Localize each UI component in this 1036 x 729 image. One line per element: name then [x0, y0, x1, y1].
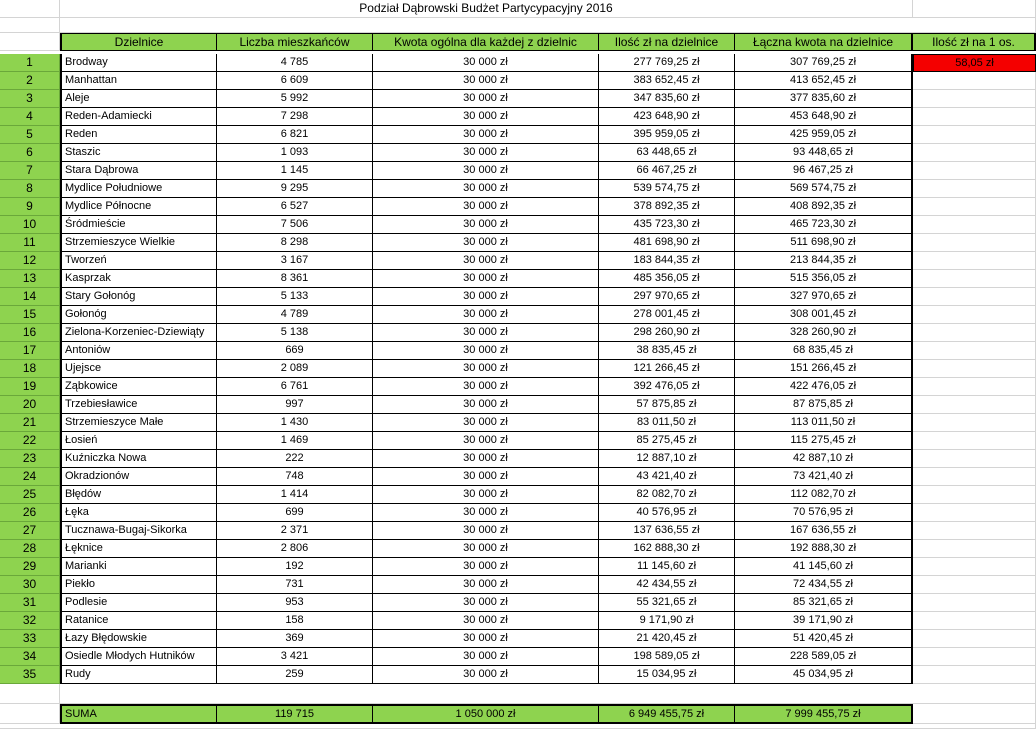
base-amount[interactable]: 30 000 zł	[373, 414, 599, 432]
district-amount[interactable]: 85 275,45 zł	[599, 432, 735, 450]
base-amount[interactable]: 30 000 zł	[373, 486, 599, 504]
row-number[interactable]: 12	[0, 252, 60, 270]
district-name[interactable]: Marianki	[60, 558, 217, 576]
population[interactable]: 1 145	[217, 162, 373, 180]
total-amount[interactable]: 151 266,45 zł	[735, 360, 913, 378]
population[interactable]: 4 785	[217, 54, 373, 72]
base-amount[interactable]: 30 000 zł	[373, 288, 599, 306]
district-name[interactable]: Reden	[60, 126, 217, 144]
base-amount[interactable]: 30 000 zł	[373, 450, 599, 468]
district-name[interactable]: Mydlice Południowe	[60, 180, 217, 198]
empty-cell[interactable]	[913, 450, 1036, 468]
base-amount[interactable]: 30 000 zł	[373, 270, 599, 288]
population[interactable]: 669	[217, 342, 373, 360]
total-amount[interactable]: 96 467,25 zł	[735, 162, 913, 180]
district-name[interactable]: Osiedle Młodych Hutników	[60, 648, 217, 666]
district-name[interactable]: Ząbkowice	[60, 378, 217, 396]
total-amount[interactable]: 68 835,45 zł	[735, 342, 913, 360]
total-amount[interactable]: 413 652,45 zł	[735, 72, 913, 90]
district-name[interactable]: Podlesie	[60, 594, 217, 612]
district-name[interactable]: Łęknice	[60, 540, 217, 558]
header-liczba-mieszkancow[interactable]: Liczba mieszkańców	[217, 33, 373, 51]
total-amount[interactable]: 87 875,85 zł	[735, 396, 913, 414]
base-amount[interactable]: 30 000 zł	[373, 540, 599, 558]
empty-cell[interactable]	[0, 684, 60, 704]
district-name[interactable]: Stary Gołonóg	[60, 288, 217, 306]
row-number[interactable]: 35	[0, 666, 60, 684]
base-amount[interactable]: 30 000 zł	[373, 360, 599, 378]
total-amount[interactable]: 51 420,45 zł	[735, 630, 913, 648]
total-amount[interactable]: 72 434,55 zł	[735, 576, 913, 594]
population[interactable]: 2 371	[217, 522, 373, 540]
district-name[interactable]: Śródmieście	[60, 216, 217, 234]
district-amount[interactable]: 297 970,65 zł	[599, 288, 735, 306]
header-kwota-ogolna[interactable]: Kwota ogólna dla każdej z dzielnic	[373, 33, 599, 51]
district-amount[interactable]: 298 260,90 zł	[599, 324, 735, 342]
district-amount[interactable]: 63 448,65 zł	[599, 144, 735, 162]
row-number[interactable]: 28	[0, 540, 60, 558]
district-name[interactable]: Strzemieszyce Wielkie	[60, 234, 217, 252]
empty-cell[interactable]	[913, 216, 1036, 234]
base-amount[interactable]: 30 000 zł	[373, 126, 599, 144]
population[interactable]: 8 298	[217, 234, 373, 252]
population[interactable]: 4 789	[217, 306, 373, 324]
row-number[interactable]: 17	[0, 342, 60, 360]
total-amount[interactable]: 73 421,40 zł	[735, 468, 913, 486]
empty-cell[interactable]	[913, 108, 1036, 126]
base-amount[interactable]: 30 000 zł	[373, 198, 599, 216]
district-amount[interactable]: 21 420,45 zł	[599, 630, 735, 648]
district-name[interactable]: Antoniów	[60, 342, 217, 360]
population[interactable]: 731	[217, 576, 373, 594]
district-amount[interactable]: 82 082,70 zł	[599, 486, 735, 504]
empty-cell[interactable]	[913, 360, 1036, 378]
district-amount[interactable]: 57 875,85 zł	[599, 396, 735, 414]
population[interactable]: 2 089	[217, 360, 373, 378]
base-amount[interactable]: 30 000 zł	[373, 306, 599, 324]
row-number[interactable]: 22	[0, 432, 60, 450]
base-amount[interactable]: 30 000 zł	[373, 342, 599, 360]
total-amount[interactable]: 515 356,05 zł	[735, 270, 913, 288]
empty-cell[interactable]	[913, 324, 1036, 342]
empty-cell[interactable]	[913, 414, 1036, 432]
total-amount[interactable]: 70 576,95 zł	[735, 504, 913, 522]
total-amount[interactable]: 465 723,30 zł	[735, 216, 913, 234]
empty-cell[interactable]	[60, 18, 1036, 33]
district-amount[interactable]: 347 835,60 zł	[599, 90, 735, 108]
empty-cell[interactable]	[913, 558, 1036, 576]
total-amount[interactable]: 42 887,10 zł	[735, 450, 913, 468]
row-number[interactable]: 21	[0, 414, 60, 432]
population[interactable]: 6 527	[217, 198, 373, 216]
row-number[interactable]: 18	[0, 360, 60, 378]
total-amount[interactable]: 425 959,05 zł	[735, 126, 913, 144]
district-amount[interactable]: 55 321,65 zł	[599, 594, 735, 612]
base-amount[interactable]: 30 000 zł	[373, 612, 599, 630]
district-name[interactable]: Stara Dąbrowa	[60, 162, 217, 180]
total-amount[interactable]: 569 574,75 zł	[735, 180, 913, 198]
district-name[interactable]: Staszic	[60, 144, 217, 162]
total-amount[interactable]: 453 648,90 zł	[735, 108, 913, 126]
district-amount[interactable]: 183 844,35 zł	[599, 252, 735, 270]
population[interactable]: 8 361	[217, 270, 373, 288]
district-amount[interactable]: 378 892,35 zł	[599, 198, 735, 216]
empty-cell[interactable]	[913, 648, 1036, 666]
row-number[interactable]: 3	[0, 90, 60, 108]
district-name[interactable]: Kuźniczka Nowa	[60, 450, 217, 468]
total-amount[interactable]: 327 970,65 zł	[735, 288, 913, 306]
row-number[interactable]: 20	[0, 396, 60, 414]
empty-cell[interactable]	[913, 486, 1036, 504]
empty-cell[interactable]	[0, 724, 1036, 729]
base-amount[interactable]: 30 000 zł	[373, 108, 599, 126]
population[interactable]: 5 133	[217, 288, 373, 306]
row-number[interactable]: 13	[0, 270, 60, 288]
row-number[interactable]: 24	[0, 468, 60, 486]
district-name[interactable]: Łęka	[60, 504, 217, 522]
district-amount[interactable]: 42 434,55 zł	[599, 576, 735, 594]
district-name[interactable]: Trzebiesławice	[60, 396, 217, 414]
district-amount[interactable]: 485 356,05 zł	[599, 270, 735, 288]
empty-cell[interactable]	[913, 576, 1036, 594]
row-number[interactable]: 16	[0, 324, 60, 342]
population[interactable]: 953	[217, 594, 373, 612]
district-name[interactable]: Ujejsce	[60, 360, 217, 378]
total-amount[interactable]: 115 275,45 zł	[735, 432, 913, 450]
empty-cell[interactable]	[913, 522, 1036, 540]
per-person-value[interactable]: 58,05 zł	[913, 54, 1036, 72]
district-amount[interactable]: 162 888,30 zł	[599, 540, 735, 558]
base-amount[interactable]: 30 000 zł	[373, 594, 599, 612]
district-name[interactable]: Kasprzak	[60, 270, 217, 288]
base-amount[interactable]: 30 000 zł	[373, 432, 599, 450]
row-number[interactable]: 2	[0, 72, 60, 90]
total-amount[interactable]: 213 844,35 zł	[735, 252, 913, 270]
district-amount[interactable]: 423 648,90 zł	[599, 108, 735, 126]
district-amount[interactable]: 15 034,95 zł	[599, 666, 735, 684]
base-amount[interactable]: 30 000 zł	[373, 144, 599, 162]
district-name[interactable]: Zielona-Korzeniec-Dziewiąty	[60, 324, 217, 342]
empty-cell[interactable]	[0, 33, 60, 51]
population[interactable]: 259	[217, 666, 373, 684]
population[interactable]: 7 298	[217, 108, 373, 126]
population[interactable]: 1 469	[217, 432, 373, 450]
population[interactable]: 6 609	[217, 72, 373, 90]
population[interactable]: 1 414	[217, 486, 373, 504]
row-number[interactable]: 33	[0, 630, 60, 648]
district-amount[interactable]: 83 011,50 zł	[599, 414, 735, 432]
district-amount[interactable]: 38 835,45 zł	[599, 342, 735, 360]
total-amount[interactable]: 408 892,35 zł	[735, 198, 913, 216]
population[interactable]: 699	[217, 504, 373, 522]
base-amount[interactable]: 30 000 zł	[373, 234, 599, 252]
suma-label[interactable]: SUMA	[60, 704, 217, 724]
base-amount[interactable]: 30 000 zł	[373, 504, 599, 522]
row-number[interactable]: 23	[0, 450, 60, 468]
empty-cell[interactable]	[913, 504, 1036, 522]
empty-cell[interactable]	[913, 144, 1036, 162]
header-ilosc-zl[interactable]: Ilość zł na dzielnice	[599, 33, 735, 51]
base-amount[interactable]: 30 000 zł	[373, 72, 599, 90]
empty-cell[interactable]	[913, 468, 1036, 486]
total-amount[interactable]: 39 171,90 zł	[735, 612, 913, 630]
population[interactable]: 192	[217, 558, 373, 576]
population[interactable]: 1 430	[217, 414, 373, 432]
row-number[interactable]: 5	[0, 126, 60, 144]
total-amount[interactable]: 422 476,05 zł	[735, 378, 913, 396]
district-name[interactable]: Rudy	[60, 666, 217, 684]
total-amount[interactable]: 41 145,60 zł	[735, 558, 913, 576]
empty-cell[interactable]	[913, 180, 1036, 198]
district-name[interactable]: Reden-Adamiecki	[60, 108, 217, 126]
total-amount[interactable]: 307 769,25 zł	[735, 54, 913, 72]
base-amount[interactable]: 30 000 zł	[373, 90, 599, 108]
total-amount[interactable]: 328 260,90 zł	[735, 324, 913, 342]
empty-cell[interactable]	[0, 0, 60, 18]
district-name[interactable]: Brodway	[60, 54, 217, 72]
base-amount[interactable]: 30 000 zł	[373, 216, 599, 234]
row-number[interactable]: 1	[0, 54, 60, 72]
district-name[interactable]: Manhattan	[60, 72, 217, 90]
total-amount[interactable]: 45 034,95 zł	[735, 666, 913, 684]
total-amount[interactable]: 192 888,30 zł	[735, 540, 913, 558]
empty-cell[interactable]	[913, 0, 1036, 18]
total-amount[interactable]: 167 636,55 zł	[735, 522, 913, 540]
base-amount[interactable]: 30 000 zł	[373, 252, 599, 270]
district-name[interactable]: Błędów	[60, 486, 217, 504]
empty-cell[interactable]	[913, 72, 1036, 90]
base-amount[interactable]: 30 000 zł	[373, 522, 599, 540]
population[interactable]: 158	[217, 612, 373, 630]
total-amount[interactable]: 377 835,60 zł	[735, 90, 913, 108]
population[interactable]: 3 421	[217, 648, 373, 666]
total-amount[interactable]: 113 011,50 zł	[735, 414, 913, 432]
district-amount[interactable]: 383 652,45 zł	[599, 72, 735, 90]
total-amount[interactable]: 228 589,05 zł	[735, 648, 913, 666]
population[interactable]: 7 506	[217, 216, 373, 234]
empty-cell[interactable]	[0, 704, 60, 724]
empty-cell[interactable]	[913, 704, 1036, 724]
base-amount[interactable]: 30 000 zł	[373, 648, 599, 666]
row-number[interactable]: 9	[0, 198, 60, 216]
row-number[interactable]: 34	[0, 648, 60, 666]
population[interactable]: 9 295	[217, 180, 373, 198]
total-amount[interactable]: 112 082,70 zł	[735, 486, 913, 504]
row-number[interactable]: 6	[0, 144, 60, 162]
empty-cell[interactable]	[913, 252, 1036, 270]
district-name[interactable]: Łosień	[60, 432, 217, 450]
district-name[interactable]: Strzemieszyce Małe	[60, 414, 217, 432]
base-amount[interactable]: 30 000 zł	[373, 54, 599, 72]
base-amount[interactable]: 30 000 zł	[373, 558, 599, 576]
header-laczna-kwota[interactable]: Łączna kwota na dzielnice	[735, 33, 913, 51]
empty-cell[interactable]	[913, 126, 1036, 144]
empty-cell[interactable]	[913, 594, 1036, 612]
base-amount[interactable]: 30 000 zł	[373, 180, 599, 198]
row-number[interactable]: 26	[0, 504, 60, 522]
row-number[interactable]: 30	[0, 576, 60, 594]
empty-cell[interactable]	[913, 378, 1036, 396]
row-number[interactable]: 27	[0, 522, 60, 540]
district-name[interactable]: Okradzionów	[60, 468, 217, 486]
district-name[interactable]: Aleje	[60, 90, 217, 108]
population[interactable]: 6 821	[217, 126, 373, 144]
empty-cell[interactable]	[913, 612, 1036, 630]
row-number[interactable]: 19	[0, 378, 60, 396]
district-name[interactable]: Piekło	[60, 576, 217, 594]
population[interactable]: 222	[217, 450, 373, 468]
district-amount[interactable]: 11 145,60 zł	[599, 558, 735, 576]
district-amount[interactable]: 277 769,25 zł	[599, 54, 735, 72]
district-name[interactable]: Łazy Błędowskie	[60, 630, 217, 648]
row-number[interactable]: 15	[0, 306, 60, 324]
district-amount[interactable]: 395 959,05 zł	[599, 126, 735, 144]
district-name[interactable]: Gołonóg	[60, 306, 217, 324]
empty-cell[interactable]	[0, 18, 60, 33]
empty-cell[interactable]	[913, 234, 1036, 252]
base-amount[interactable]: 30 000 zł	[373, 630, 599, 648]
suma-laczna-kwota[interactable]: 7 999 455,75 zł	[735, 704, 913, 724]
empty-cell[interactable]	[913, 162, 1036, 180]
population[interactable]: 2 806	[217, 540, 373, 558]
district-amount[interactable]: 43 421,40 zł	[599, 468, 735, 486]
row-number[interactable]: 4	[0, 108, 60, 126]
district-name[interactable]: Ratanice	[60, 612, 217, 630]
base-amount[interactable]: 30 000 zł	[373, 378, 599, 396]
district-amount[interactable]: 435 723,30 zł	[599, 216, 735, 234]
district-amount[interactable]: 198 589,05 zł	[599, 648, 735, 666]
district-amount[interactable]: 137 636,55 zł	[599, 522, 735, 540]
suma-ilosc-zl[interactable]: 6 949 455,75 zł	[599, 704, 735, 724]
district-amount[interactable]: 9 171,90 zł	[599, 612, 735, 630]
district-name[interactable]: Mydlice Północne	[60, 198, 217, 216]
suma-kwota-ogolna[interactable]: 1 050 000 zł	[373, 704, 599, 724]
row-number[interactable]: 8	[0, 180, 60, 198]
row-number[interactable]: 10	[0, 216, 60, 234]
base-amount[interactable]: 30 000 zł	[373, 576, 599, 594]
header-ilosc-na-osobe[interactable]: Ilość zł na 1 os.	[913, 33, 1036, 51]
empty-cell[interactable]	[913, 540, 1036, 558]
empty-cell[interactable]	[913, 666, 1036, 684]
header-dzielnice[interactable]: Dzielnice	[60, 33, 217, 51]
sheet-title[interactable]: Podział Dąbrowski Budżet Partycypacyjny 2016	[60, 0, 913, 18]
population[interactable]: 3 167	[217, 252, 373, 270]
district-amount[interactable]: 12 887,10 zł	[599, 450, 735, 468]
empty-cell[interactable]	[60, 684, 1036, 704]
district-amount[interactable]: 392 476,05 zł	[599, 378, 735, 396]
total-amount[interactable]: 308 001,45 zł	[735, 306, 913, 324]
base-amount[interactable]: 30 000 zł	[373, 396, 599, 414]
suma-liczba[interactable]: 119 715	[217, 704, 373, 724]
empty-cell[interactable]	[913, 198, 1036, 216]
row-number[interactable]: 11	[0, 234, 60, 252]
district-amount[interactable]: 278 001,45 zł	[599, 306, 735, 324]
empty-cell[interactable]	[913, 342, 1036, 360]
row-number[interactable]: 32	[0, 612, 60, 630]
empty-cell[interactable]	[913, 630, 1036, 648]
row-number[interactable]: 31	[0, 594, 60, 612]
base-amount[interactable]: 30 000 zł	[373, 666, 599, 684]
population[interactable]: 5 138	[217, 324, 373, 342]
base-amount[interactable]: 30 000 zł	[373, 324, 599, 342]
empty-cell[interactable]	[913, 90, 1036, 108]
row-number[interactable]: 25	[0, 486, 60, 504]
empty-cell[interactable]	[913, 270, 1036, 288]
total-amount[interactable]: 85 321,65 zł	[735, 594, 913, 612]
total-amount[interactable]: 511 698,90 zł	[735, 234, 913, 252]
total-amount[interactable]: 93 448,65 zł	[735, 144, 913, 162]
population[interactable]: 369	[217, 630, 373, 648]
base-amount[interactable]: 30 000 zł	[373, 162, 599, 180]
population[interactable]: 1 093	[217, 144, 373, 162]
population[interactable]: 6 761	[217, 378, 373, 396]
empty-cell[interactable]	[913, 306, 1036, 324]
district-amount[interactable]: 121 266,45 zł	[599, 360, 735, 378]
district-amount[interactable]: 40 576,95 zł	[599, 504, 735, 522]
empty-cell[interactable]	[913, 396, 1036, 414]
district-name[interactable]: Tworzeń	[60, 252, 217, 270]
population[interactable]: 748	[217, 468, 373, 486]
district-name[interactable]: Tucznawa-Bugaj-Sikorka	[60, 522, 217, 540]
empty-cell[interactable]	[913, 288, 1036, 306]
district-amount[interactable]: 539 574,75 zł	[599, 180, 735, 198]
population[interactable]: 997	[217, 396, 373, 414]
base-amount[interactable]: 30 000 zł	[373, 468, 599, 486]
empty-cell[interactable]	[913, 432, 1036, 450]
row-number[interactable]: 14	[0, 288, 60, 306]
district-amount[interactable]: 481 698,90 zł	[599, 234, 735, 252]
district-amount[interactable]: 66 467,25 zł	[599, 162, 735, 180]
row-number[interactable]: 29	[0, 558, 60, 576]
row-number[interactable]: 7	[0, 162, 60, 180]
population[interactable]: 5 992	[217, 90, 373, 108]
